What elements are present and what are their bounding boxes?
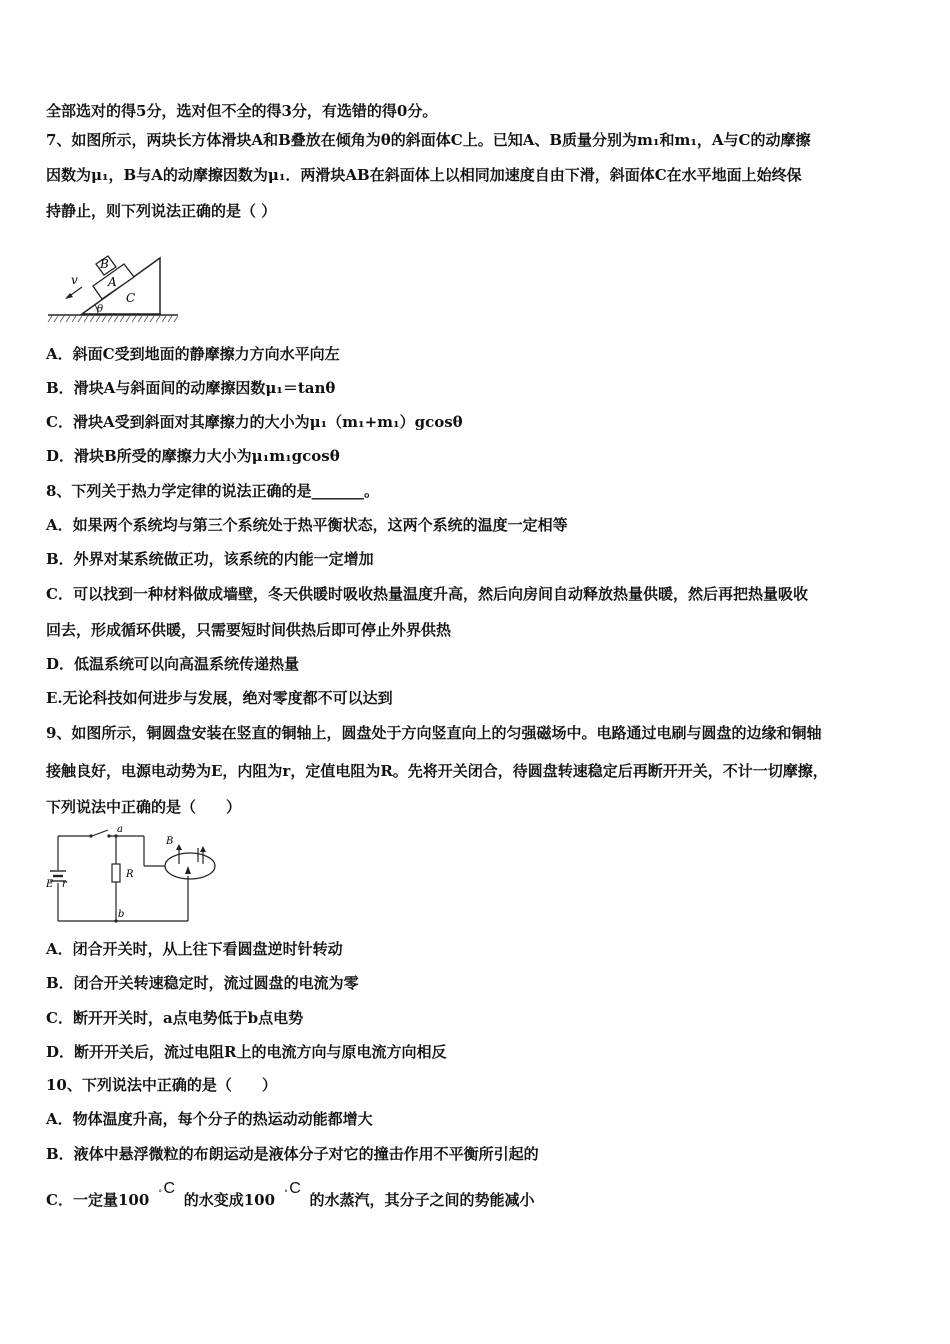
option-8-A: A．如果两个系统均与第三个系统处于热平衡状态，这两个系统的温度一定相等 — [46, 516, 568, 534]
label-B-field: B — [166, 836, 174, 847]
label-C: C — [126, 291, 136, 305]
celsius-unit: C — [163, 1180, 176, 1197]
label-a: a — [117, 826, 123, 835]
option-7-B: B．滑块A与斜面间的动摩擦因数μ₁＝tanθ — [46, 379, 336, 397]
option-10-C — [46, 1180, 535, 1211]
option-10-A: A．物体温度升高，每个分子的热运动动能都增大 — [46, 1110, 373, 1128]
text-line: 全部选对的得5分，选对但不全的得3分，有选错的得0分。 — [46, 102, 438, 120]
option-9-A: A．闭合开关时，从上往下看圆盘逆时针转动 — [46, 940, 343, 958]
question-9-stem: 接触良好，电源电动势为E，内阻为r，定值电阻为R。先将开关闭合，待圆盘转速稳定后再断开开关，不计一切摩擦， — [46, 762, 828, 780]
option-10-B: B．液体中悬浮微粒的布朗运动是液体分子对它的撞击作用不平衡所引起的 — [46, 1145, 539, 1163]
option-9-D: D．断开开关后，流过电阻R上的电流方向与原电流方向相反 — [46, 1043, 447, 1061]
question-10-stem: 10、下列说法中正确的是（ ） — [46, 1076, 277, 1094]
circuit-figure — [46, 826, 226, 926]
incline-figure — [46, 236, 186, 326]
option-7-A: A．斜面C受到地面的静摩擦力方向水平向左 — [46, 345, 340, 363]
question-9-stem: 9、如图所示，铜圆盘安装在竖直的铜轴上，圆盘处于方向竖直向上的匀强磁场中。电路通过电刷与圆盘的边缘和铜轴 — [46, 724, 822, 742]
label-theta: θ — [97, 304, 104, 315]
question-7-stem: 7、如图所示，两块长方体滑块A和B叠放在倾角为θ的斜面体C上。已知A、B质量分别为m₁和m₁，A与C的动摩擦 — [46, 131, 811, 149]
option-9-C: C．断开开关时，a点电势低于b点电势 — [46, 1009, 304, 1027]
option-10-C-part1: C．一定量100 — [46, 1191, 150, 1209]
option-8-E: E.无论科技如何进步与发展，绝对零度都不可以达到 — [46, 689, 393, 707]
label-r: r — [62, 879, 67, 890]
question-9-stem: 下列说法中正确的是（ ） — [46, 798, 242, 816]
celsius-unit: C — [289, 1180, 301, 1197]
label-A: A — [108, 275, 117, 289]
label-b: b — [118, 909, 125, 920]
degree-celsius-symbol — [154, 1180, 178, 1211]
option-8-D: D．低温系统可以向高温系统传递热量 — [46, 655, 300, 673]
option-10-C-part3: 的水蒸汽，其分子之间的势能减小 — [309, 1191, 535, 1209]
degree-mark: ° — [158, 1189, 162, 1197]
option-8-C-cont: 回去，形成循环供暖，只需要短时间供热后即可停止外界供热 — [46, 621, 452, 639]
option-8-B: B．外界对某系统做正功，该系统的内能一定增加 — [46, 550, 374, 568]
option-7-D: D．滑块B所受的摩擦力大小为μ₁m₁gcosθ — [46, 447, 340, 465]
label-B: B — [100, 257, 109, 271]
option-8-C: C．可以找到一种材料做成墙壁，冬天供暖时吸收热量温度升高，然后向房间自动释放热量供暖，然后再把热量吸收 — [46, 585, 808, 603]
question-7-stem: 因数为μ₁，B与A的动摩擦因数为μ₁．两滑块AB在斜面体上以相同加速度自由下滑，斜面体C在水平地面上始终保 — [46, 166, 802, 184]
option-10-C-part2: 的水变成100 — [183, 1191, 276, 1209]
question-8-stem: 8、下列关于热力学定律的说法正确的是_______。 — [46, 482, 379, 500]
label-R: R — [126, 869, 134, 880]
label-v: v — [71, 273, 78, 287]
option-9-B: B．闭合开关转速稳定时，流过圆盘的电流为零 — [46, 974, 359, 992]
question-7-stem: 持静止，则下列说法正确的是（ ） — [46, 202, 277, 220]
degree-celsius-symbol — [280, 1180, 304, 1211]
option-7-C: C．滑块A受到斜面对其摩擦力的大小为μ₁（m₁+m₁）gcosθ — [46, 413, 463, 431]
label-E: E — [46, 879, 54, 890]
degree-mark: ° — [284, 1189, 288, 1197]
